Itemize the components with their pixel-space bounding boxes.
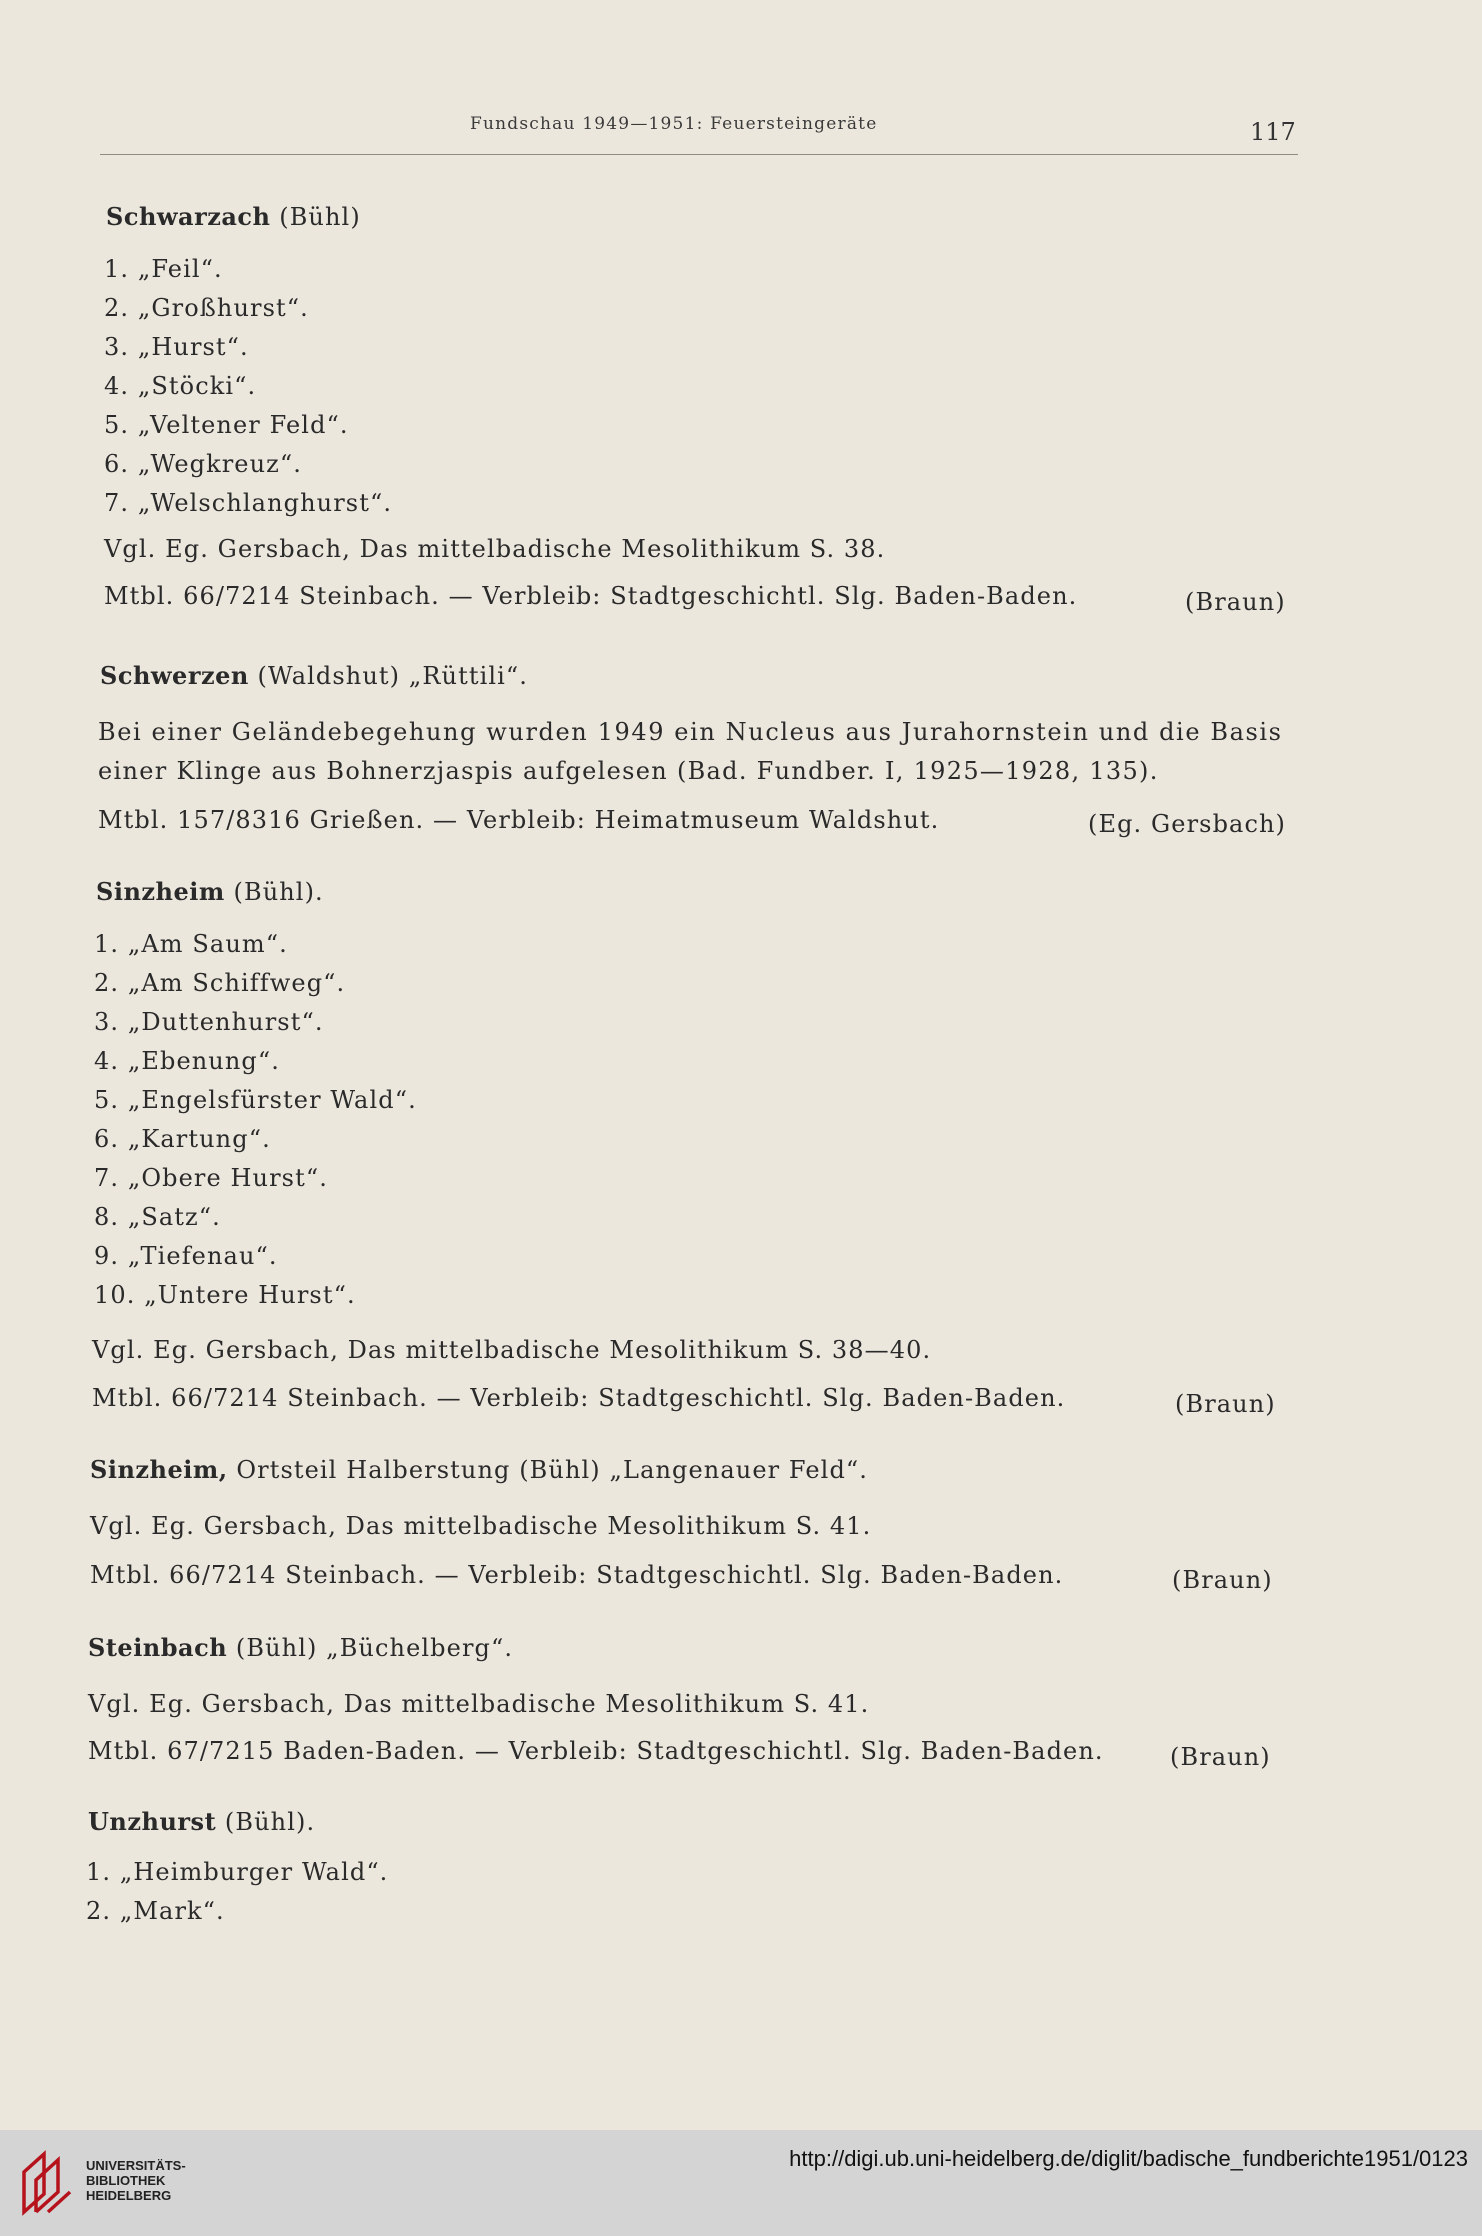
mtbl-line: Mtbl. 66/7214 Steinbach. — Verbleib: Stadtgeschichtl. Slg. Baden-Baden. — [90, 1561, 1064, 1589]
reference-line: Vgl. Eg. Gersbach, Das mittelbadische Mesolithikum S. 38—40. — [92, 1336, 932, 1364]
entry-title-rest: Ortsteil Halberstung (Bühl) „Langenauer Feld“. — [227, 1456, 869, 1484]
page-number: 117 — [1250, 118, 1296, 146]
permalink-url[interactable]: http://digi.ub.uni-heidelberg.de/diglit/badische_fundberichte1951/0123 — [789, 2146, 1468, 2171]
list-item: 9. „Tiefenau“. — [94, 1242, 278, 1270]
entry-title-rest: (Bühl) — [270, 203, 361, 231]
library-logo-icon — [18, 2146, 74, 2218]
list-item: 7. „Welschlanghurst“. — [104, 489, 393, 517]
body-text: Bei einer Geländebegehung wurden 1949 ein Nucleus aus Jurahornstein und die Basis — [98, 718, 1283, 746]
viewer-footer — [0, 2130, 1482, 2236]
logo-line: HEIDELBERG — [86, 2188, 172, 2203]
entry-title-rest: (Bühl) „Büchelberg“. — [227, 1634, 514, 1662]
list-item: 2. „Großhurst“. — [104, 294, 309, 322]
list-item: 8. „Satz“. — [94, 1203, 221, 1231]
list-item: 1. „Feil“. — [104, 255, 223, 283]
list-item: 6. „Wegkreuz“. — [104, 450, 303, 478]
entry-title-bold: Schwerzen — [100, 661, 249, 690]
logo-line: BIBLIOTHEK — [86, 2173, 166, 2188]
mtbl-line: Mtbl. 66/7214 Steinbach. — Verbleib: Stadtgeschichtl. Slg. Baden-Baden. — [92, 1384, 1066, 1412]
running-head: Fundschau 1949—1951: Feuersteingeräte — [470, 114, 878, 134]
list-item: 10. „Untere Hurst“. — [94, 1281, 356, 1309]
mtbl-line: Mtbl. 67/7215 Baden-Baden. — Verbleib: Stadtgeschichtl. Slg. Baden-Baden. — [88, 1737, 1104, 1765]
entry-title-bold: Sinzheim — [96, 877, 225, 906]
reference-line: Vgl. Eg. Gersbach, Das mittelbadische Mesolithikum S. 38. — [104, 535, 886, 563]
entry-title-schwerzen — [100, 662, 528, 691]
entry-title-schwarzach — [106, 203, 361, 232]
logo-line: UNIVERSITÄTS- — [86, 2158, 186, 2173]
entry-title-unzhurst — [88, 1808, 315, 1837]
list-item: 2. „Mark“. — [86, 1897, 225, 1925]
author-credit: (Eg. Gersbach) — [1088, 810, 1287, 838]
reference-line: Vgl. Eg. Gersbach, Das mittelbadische Mesolithikum S. 41. — [90, 1512, 872, 1540]
body-text: einer Klinge aus Bohnerzjaspis aufgelesen (Bad. Fundber. I, 1925—1928, 135). — [98, 757, 1159, 785]
author-credit: (Braun) — [1175, 1390, 1276, 1418]
entry-title-bold: Steinbach — [88, 1633, 228, 1662]
header-rule — [100, 154, 1298, 155]
list-item: 4. „Stöcki“. — [104, 372, 257, 400]
entry-title-steinbach — [88, 1634, 513, 1663]
entry-title-bold: Unzhurst — [88, 1807, 217, 1836]
list-item: 5. „Veltener Feld“. — [104, 411, 349, 439]
list-item: 1. „Heimburger Wald“. — [86, 1858, 389, 1886]
entry-title-bold: Sinzheim, — [90, 1455, 228, 1484]
list-item: 4. „Ebenung“. — [94, 1047, 280, 1075]
author-credit: (Braun) — [1170, 1743, 1271, 1771]
list-item: 7. „Obere Hurst“. — [94, 1164, 328, 1192]
entry-title-sinzheim-halberstung — [90, 1456, 868, 1485]
list-item: 6. „Kartung“. — [94, 1125, 271, 1153]
mtbl-line: Mtbl. 66/7214 Steinbach. — Verbleib: Stadtgeschichtl. Slg. Baden-Baden. — [104, 582, 1078, 610]
entry-title-rest: (Waldshut) „Rüttili“. — [248, 662, 528, 690]
reference-line: Vgl. Eg. Gersbach, Das mittelbadische Mesolithikum S. 41. — [88, 1690, 870, 1718]
entry-title-bold: Schwarzach — [106, 202, 271, 231]
entry-title-sinzheim — [96, 878, 324, 907]
list-item: 1. „Am Saum“. — [94, 930, 288, 958]
library-logo-text — [86, 2158, 186, 2203]
author-credit: (Braun) — [1185, 588, 1286, 616]
mtbl-line: Mtbl. 157/8316 Grießen. — Verbleib: Heimatmuseum Waldshut. — [98, 806, 940, 834]
list-item: 3. „Hurst“. — [104, 333, 249, 361]
entry-title-rest: (Bühl). — [224, 878, 324, 906]
list-item: 3. „Duttenhurst“. — [94, 1008, 324, 1036]
list-item: 2. „Am Schiffweg“. — [94, 969, 346, 997]
list-item: 5. „Engelsfürster Wald“. — [94, 1086, 417, 1114]
author-credit: (Braun) — [1172, 1566, 1273, 1594]
entry-title-rest: (Bühl). — [216, 1808, 316, 1836]
